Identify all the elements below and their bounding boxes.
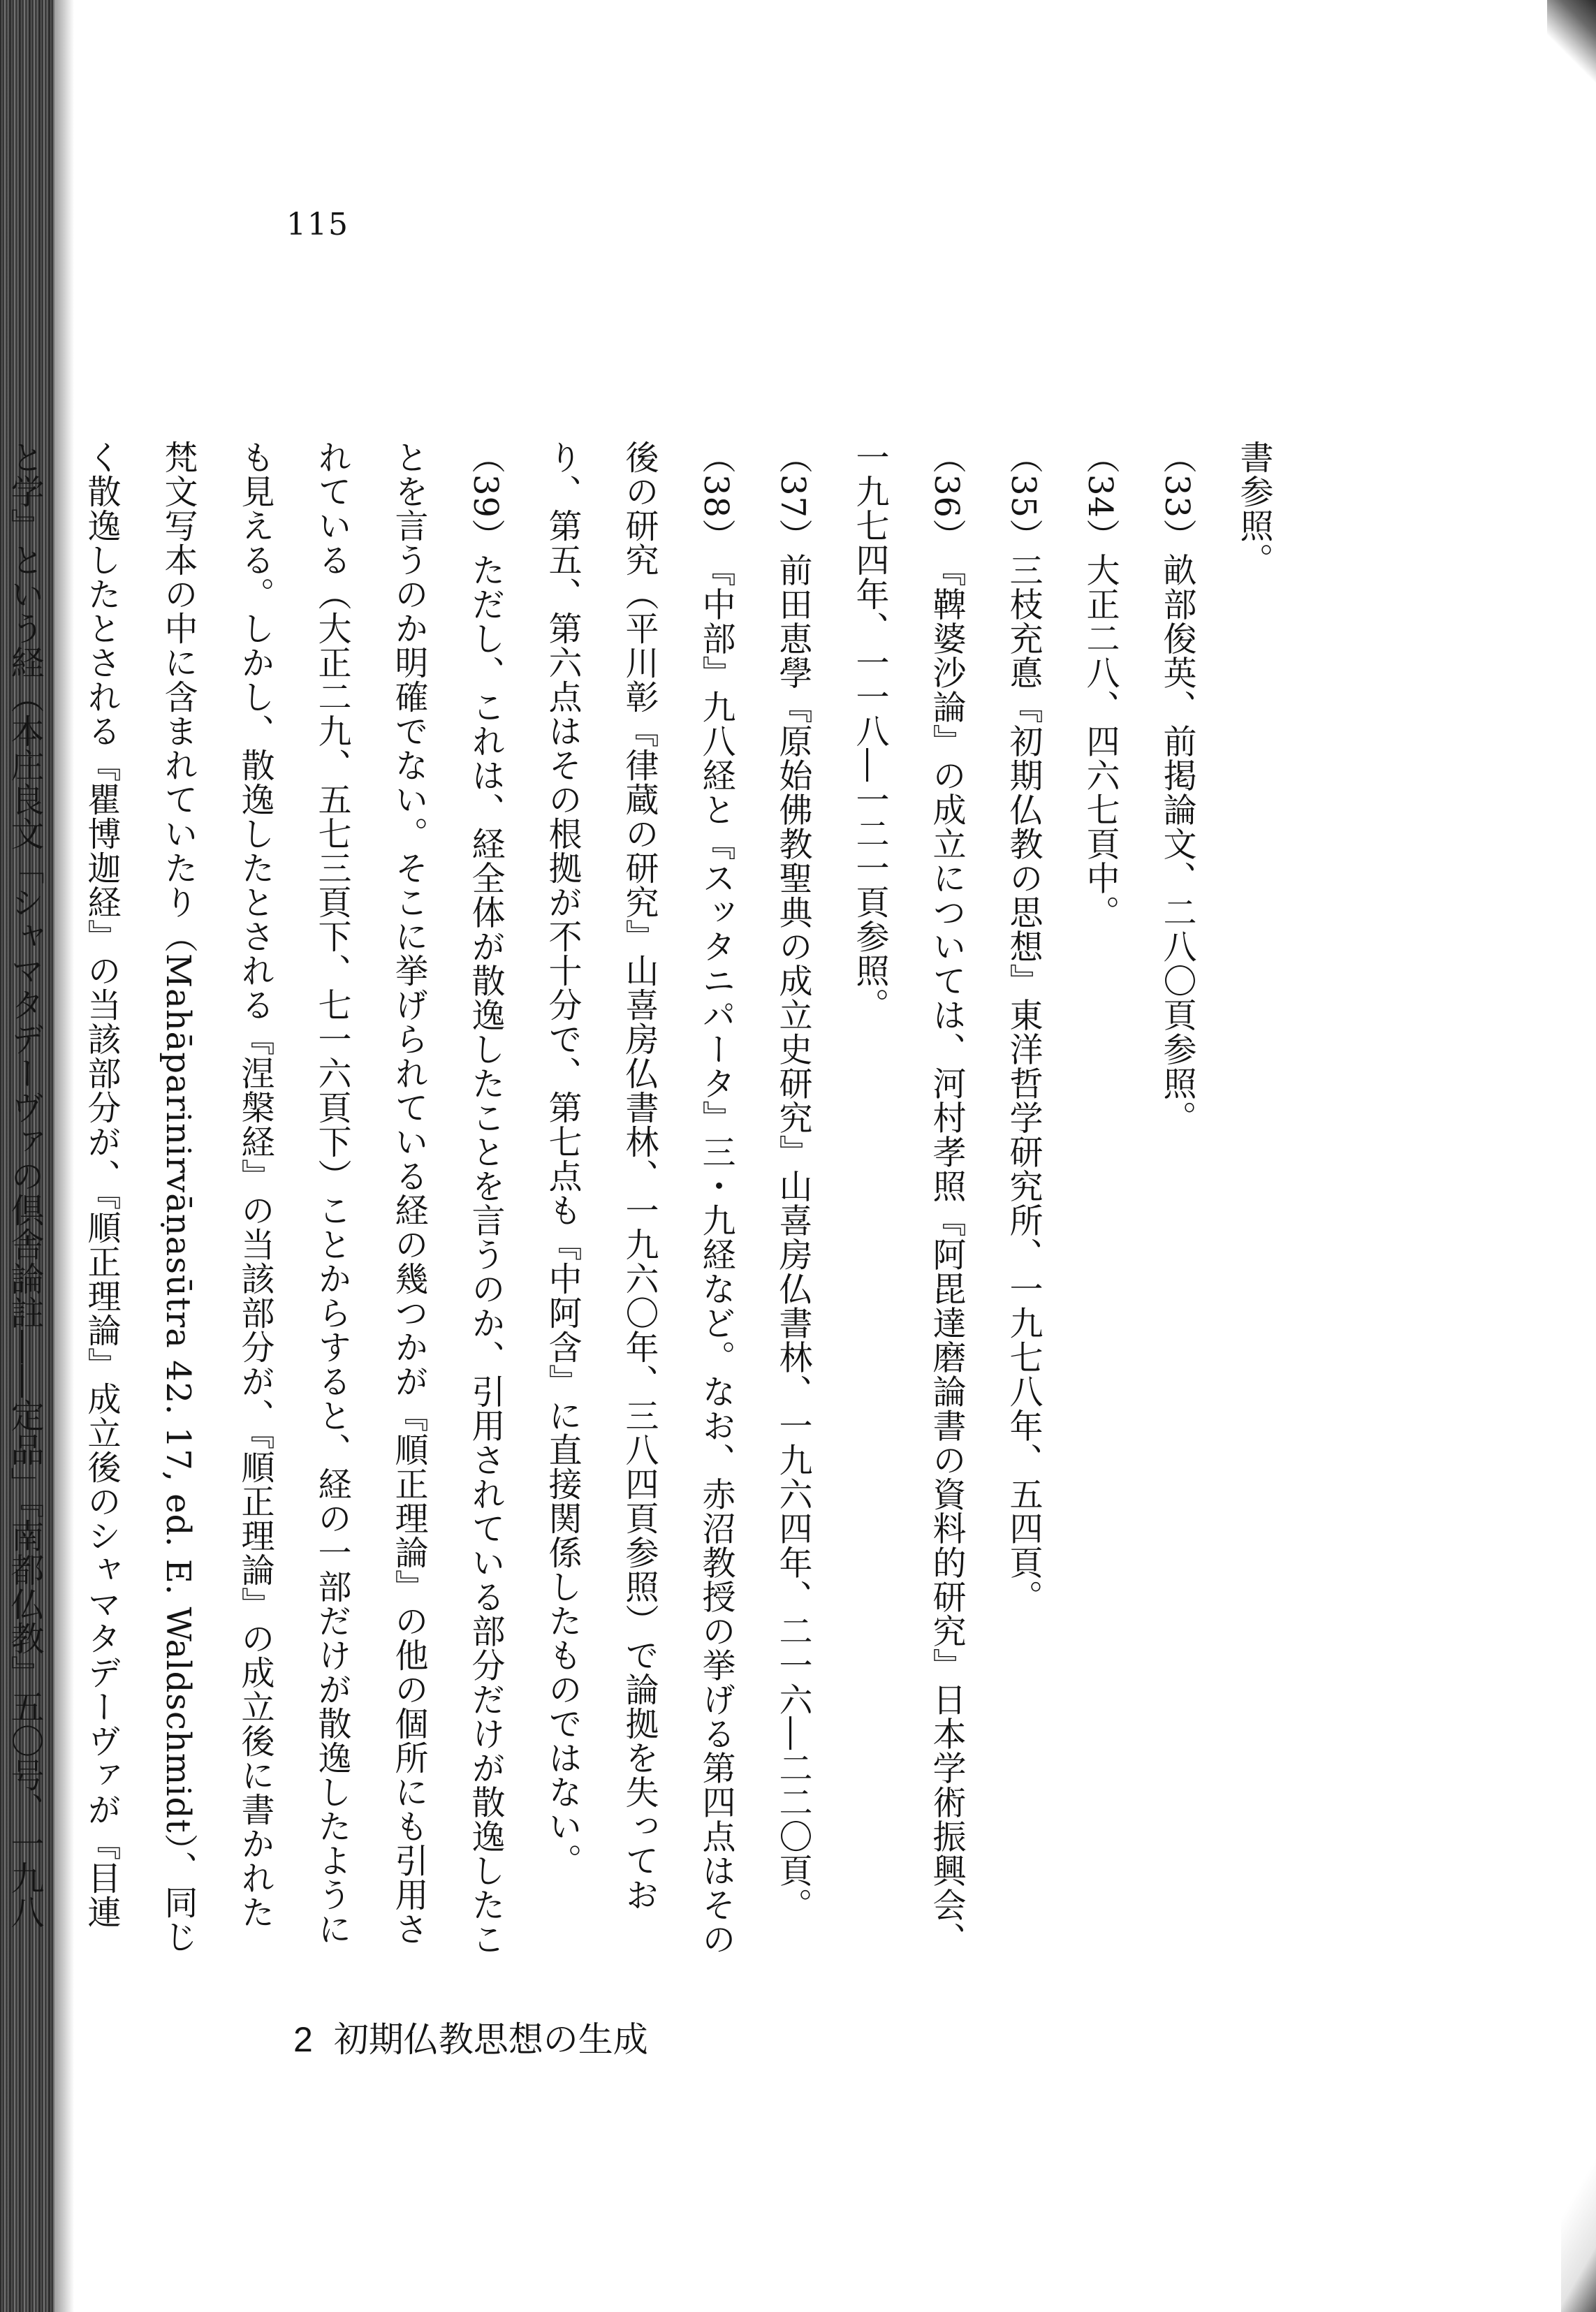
scan-corner-shadow-top [1547,0,1596,91]
note-number: （37） [773,440,812,553]
endnotes-body [5,440,1292,1963]
running-footer [293,2012,648,2062]
page-number: 115 [286,207,349,242]
chapter-title: 初期仏教思想の生成 [333,2020,648,2059]
note-34 [1062,440,1139,1963]
note-number: （36） [927,440,966,553]
note-number: （39） [466,440,505,553]
note-36 [831,440,985,1963]
note-number: （34） [1081,440,1120,553]
note-text: 畝部俊英、前掲論文、二八〇頁参照。 [1157,553,1196,1135]
note-number: （38） [696,440,735,553]
note-38 [524,440,754,1963]
note-text: 書参照。 [1234,440,1273,577]
note-text: 三枝充悳『初期仏教の思想』東洋哲学研究所、一九七八年、五四頁。 [1004,553,1043,1614]
note-37 [754,440,831,1963]
note-text: ただし、これは、経全体が散逸したことを言うのか、引用されている部分だけが散逸したことを言うのか明確でない。そこに挙げられている経の幾つかが『順正理論』の他の個所にも引用されている（大正二九、五七三頁下、七一六頁下）ことからすると、経の一部だけが散逸したようにも見える。しかし、散逸したとされる『涅槃経』の当該部分が、『順正理論』の成立後に書かれた梵文写本の中に含まれていたり（Mahāparinirvāṇasūtra 42. 17, ed. E. Waldschmidt）、同じく散逸したとされる『瞿博迦経』の当該部分が、『順正理論』成立後のシャマタデーヴァが『目連と学』という経（本庄良文「シャマタデーヴァの倶舎論註――定品」『南都仏教』五〇号、一九八 [5,440,505,1956]
note-text: 『中部』九八経と『スッタニパータ』三・九経など。なお、赤沼教授の挙げる第四点はその後の研究（平川彰『律蔵の研究』山喜房仏書林、一九六〇年、三八四頁参照）で論拠を失っており、第五、第六点はその根拠が不十分で、第七点も『中阿含』に直接関係したものではない。 [543,440,735,1956]
note-text: 前田恵學『原始佛教聖典の成立史研究』山喜房仏書林、一九六四年、二一六―二二〇頁。 [773,553,812,1922]
chapter-number: 2 [293,2020,313,2059]
note-33-continuation [1215,440,1292,1963]
note-number: （33） [1157,440,1196,553]
note-text: 『鞞婆沙論』の成立については、河村孝照『阿毘達磨論書の資料的研究』日本学術振興会、一九七四年、一一八―一二一頁参照。 [850,440,966,1956]
note-33 [1139,440,1215,1963]
note-35 [985,440,1062,1963]
scan-corner-shadow-bottom [1561,2151,1596,2312]
note-text: 大正二八、四六七頁中。 [1081,553,1120,930]
note-39 [0,440,524,1963]
note-number: （35） [1004,440,1043,553]
